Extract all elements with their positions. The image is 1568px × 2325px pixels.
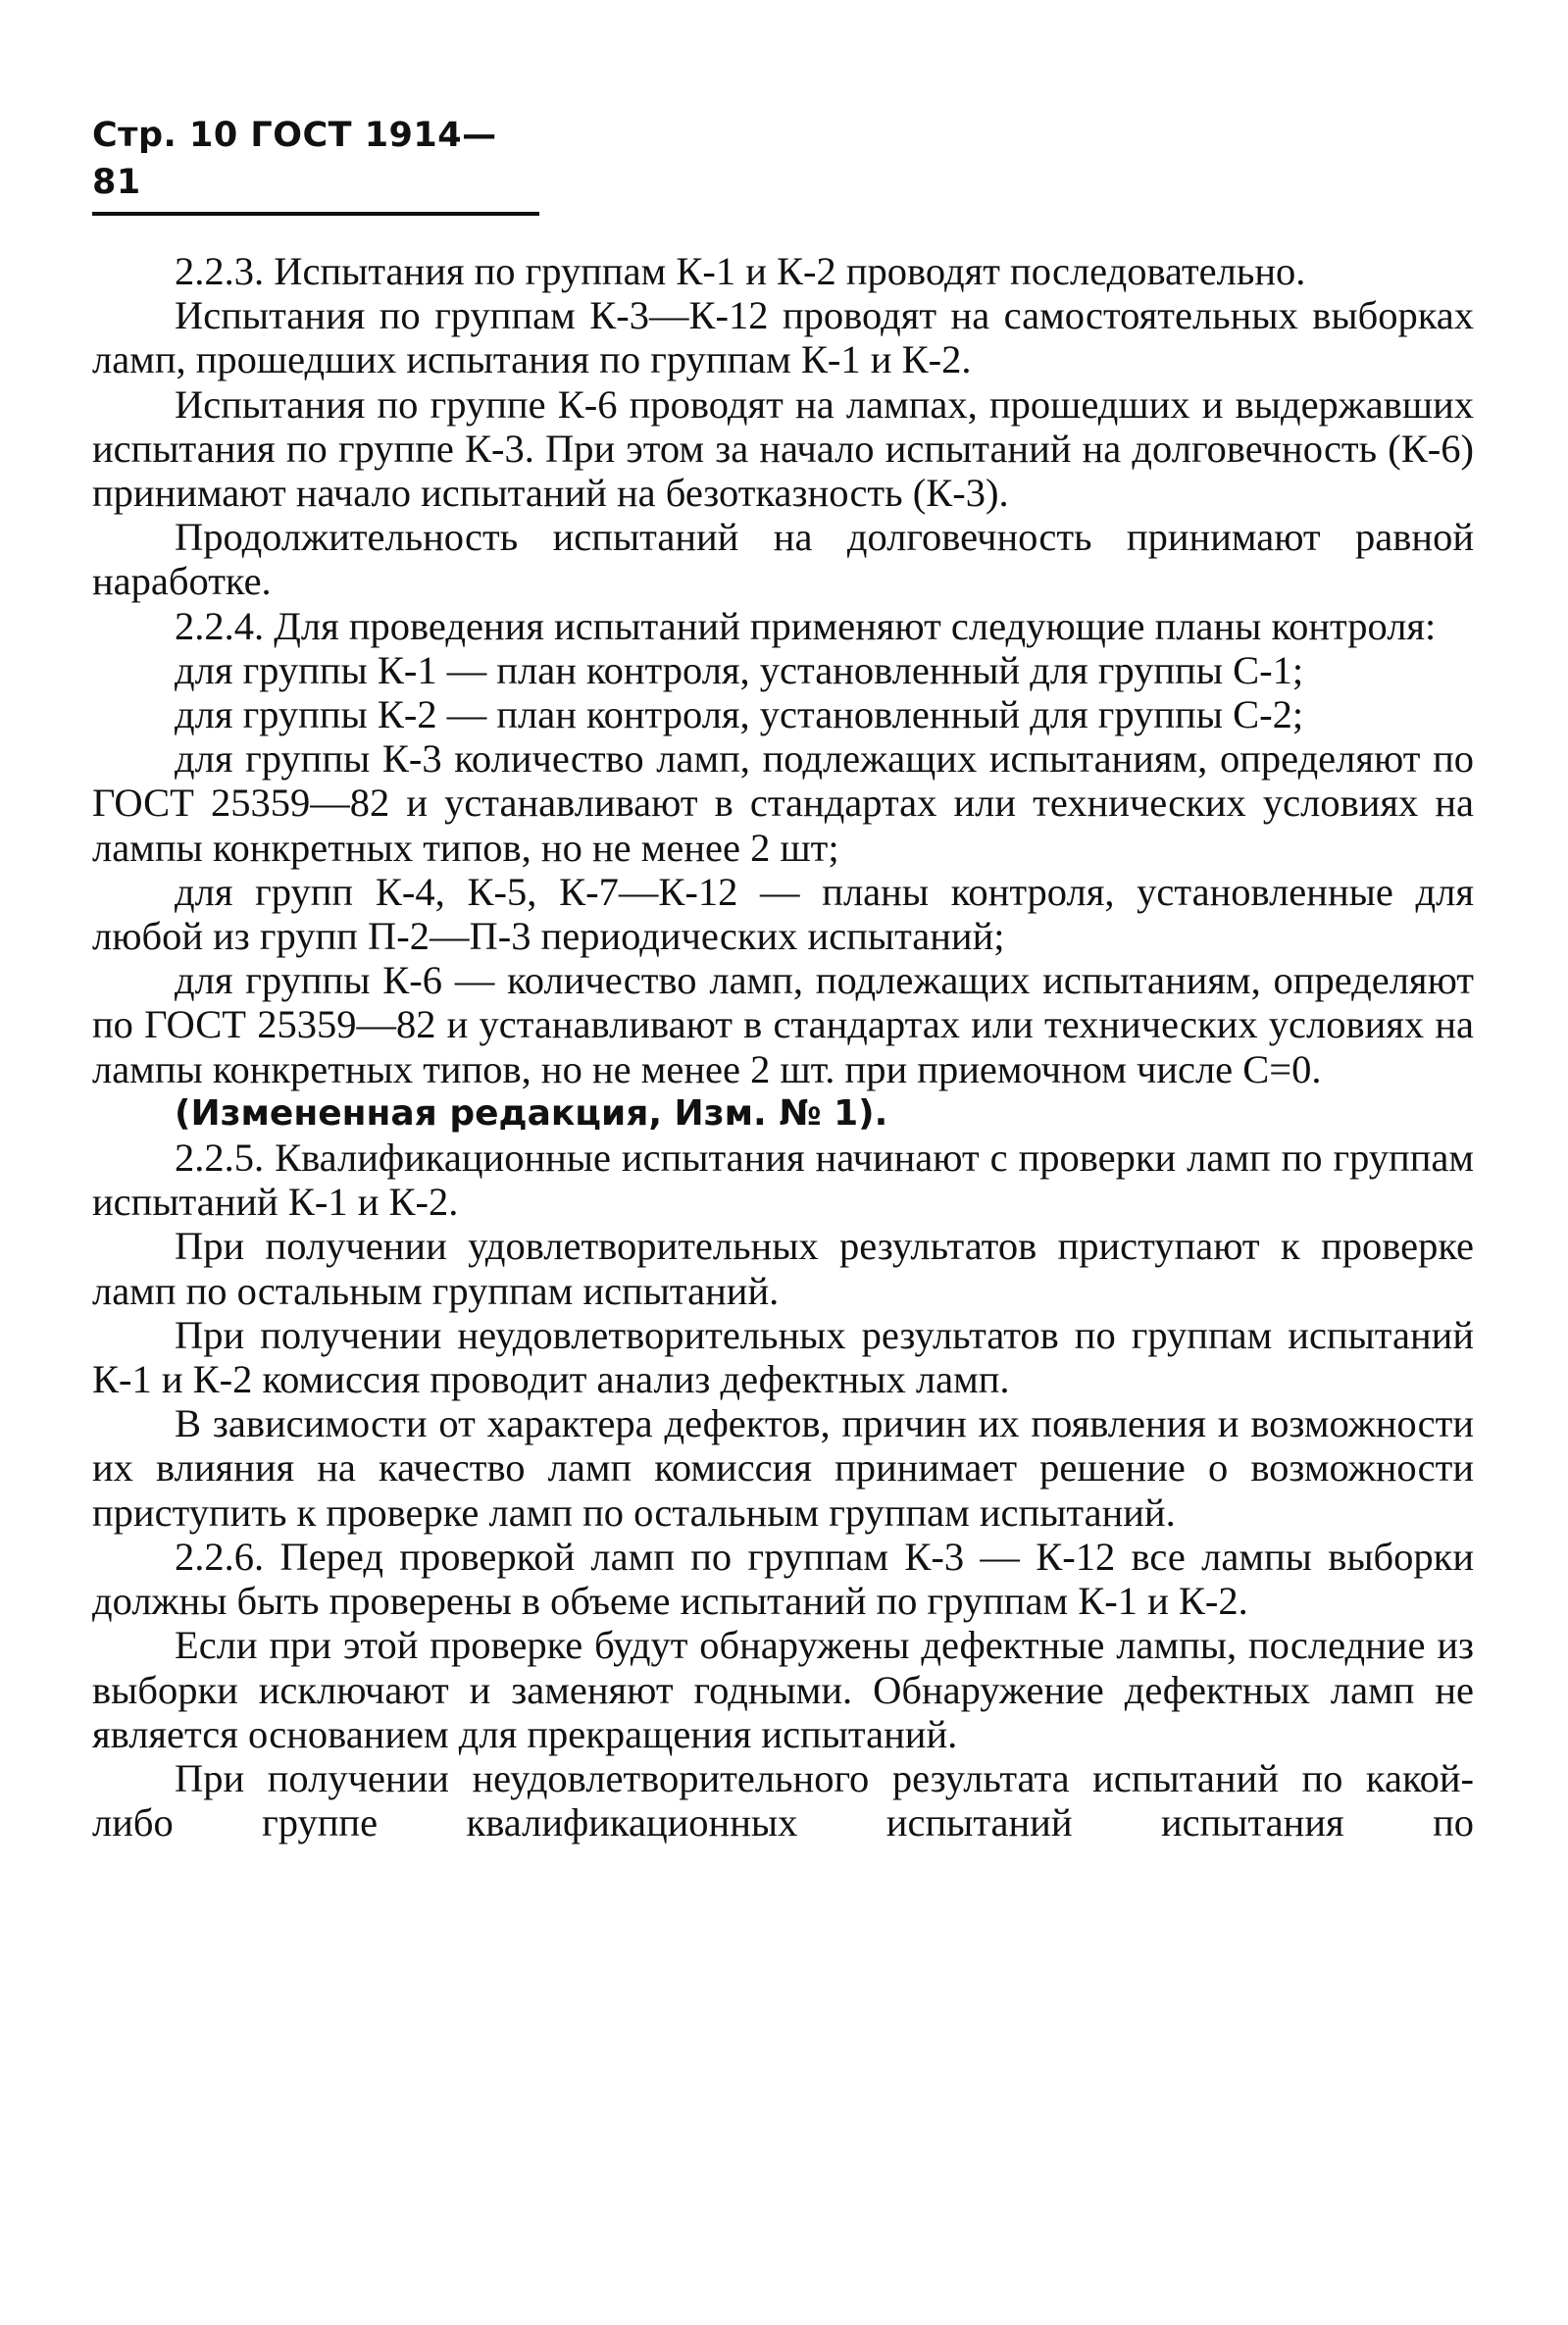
paragraph-continued: При получении неудовлетворительного результата испытаний по какой-либо группе квалификационных испытаний испытания по bbox=[92, 1755, 1474, 1845]
list-item-plan: для группы К-3 количество ламп, подлежащих испытаниям, определяют по ГОСТ 25359—82 и устанавливают в стандартах или технических условиях на лампы конкретных типов, но не менее 2 шт; bbox=[92, 736, 1474, 870]
paragraph: Испытания по группе К-6 проводят на лампах, прошедших и выдержавших испытания по группе К-3. При этом за начало испытаний на долговечность (К-6) принимают начало испытаний на безотказность (К-3). bbox=[92, 381, 1474, 516]
paragraph-2-2-6: 2.2.6. Перед проверкой ламп по группам К-3 — К-12 все лампы выборки должны быть проверены в объеме испытаний по группам К-1 и К-2. bbox=[92, 1534, 1474, 1624]
paragraph: При получении неудовлетворительных результатов по группам испытаний К-1 и К-2 комиссия проводит анализ дефектных ламп. bbox=[92, 1312, 1474, 1402]
list-item-plan: для группы К-2 — план контроля, установленный для группы С-2; bbox=[175, 692, 1304, 737]
paragraph: В зависимости от характера дефектов, причин их появления и возможности их влияния на качество ламп комиссия принимает решение о возможности приступить к проверке ламп по остальным группам испытаний. bbox=[92, 1401, 1474, 1535]
page-header: Стр. 10 ГОСТ 1914—81 bbox=[92, 112, 539, 216]
amendment-note: (Измененная редакция, Изм. № 1). bbox=[175, 1092, 888, 1134]
paragraph: Если при этой проверке будут обнаружены дефектные лампы, последние из выборки исключают и заменяют годными. Обнаружение дефектных ламп не является основанием для прекращения испытаний. bbox=[92, 1623, 1474, 1756]
paragraph-2-2-5: 2.2.5. Квалификационные испытания начинают с проверки ламп по группам испытаний К-1 и К-2. bbox=[92, 1136, 1474, 1225]
paragraph: Продолжительность испытаний на долговечность принимают равной наработке. bbox=[92, 515, 1474, 604]
paragraph: При получении удовлетворительных результатов приступают к проверке ламп по остальным группам испытаний. bbox=[92, 1224, 1474, 1313]
document-body bbox=[92, 249, 1474, 1845]
paragraph-2-2-4: 2.2.4. Для проведения испытаний применяют следующие планы контроля: bbox=[175, 603, 1437, 648]
list-item-plan: для группы К-1 — план контроля, установленный для группы С-1; bbox=[175, 647, 1304, 692]
paragraph-2-2-3: 2.2.3. Испытания по группам К-1 и К-2 проводят последовательно. bbox=[175, 249, 1306, 293]
list-item-plan: для группы К-6 — количество ламп, подлежащих испытаниям, определяют по ГОСТ 25359—82 и устанавливают в стандартах или технических условиях на лампы конкретных типов, но не менее 2 шт. при приемочном числе C=0. bbox=[92, 958, 1474, 1091]
paragraph: Испытания по группам К-3—К-12 проводят на самостоятельных выборках ламп, прошедших испытания по группам К-1 и К-2. bbox=[92, 293, 1474, 382]
list-item-plan: для групп К-4, К-5, К-7—К-12 — планы контроля, установленные для любой из групп П-2—П-3 периодических испытаний; bbox=[92, 869, 1474, 959]
